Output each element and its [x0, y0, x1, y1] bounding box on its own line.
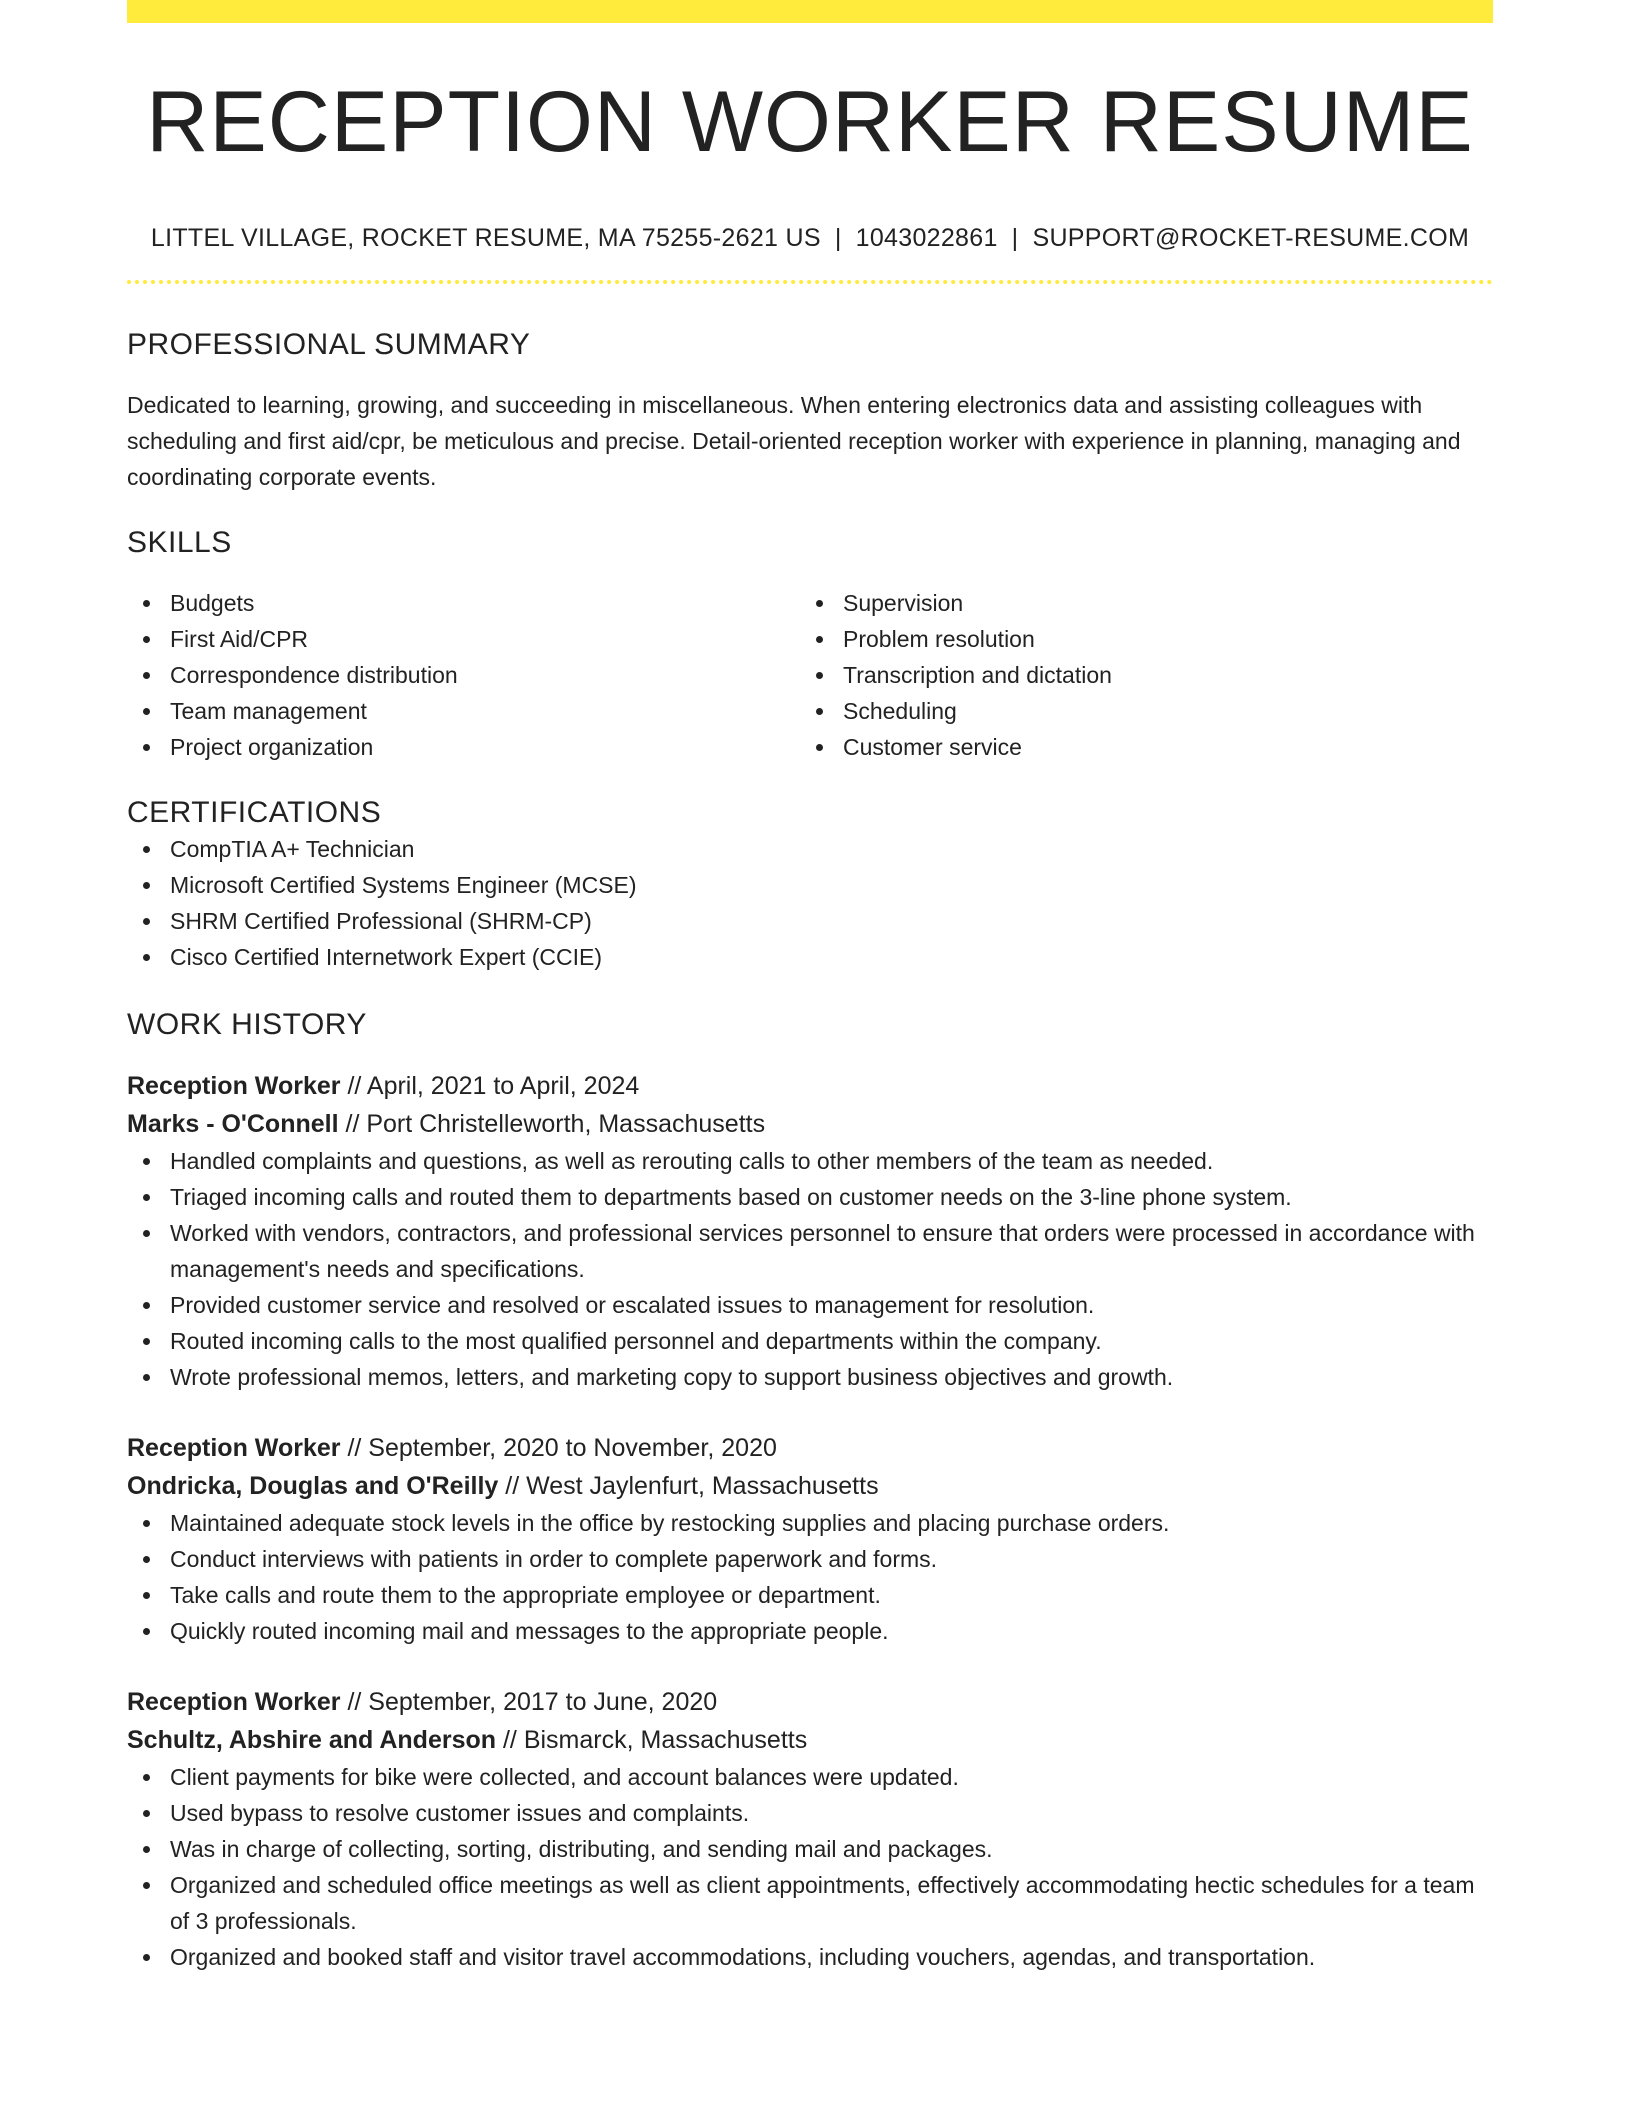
job-location: // Port Christelleworth, Massachusetts — [345, 1110, 766, 1138]
job-duty-text: Routed incoming calls to the most qualified personnel and departments within the company. — [170, 1328, 1102, 1354]
skill-item — [800, 657, 1473, 693]
bullet-icon — [143, 1954, 150, 1961]
job-duty-text: Was in charge of collecting, sorting, distributing, and sending mail and packages. — [170, 1836, 993, 1862]
job-duties-list — [127, 1143, 1493, 1395]
job-duty — [127, 1359, 1493, 1395]
bullet-icon — [816, 708, 823, 715]
summary-heading: PROFESSIONAL SUMMARY — [127, 328, 531, 361]
job-dates: // September, 2017 to June, 2020 — [347, 1688, 718, 1716]
skill-label: Team management — [170, 698, 367, 724]
bullet-icon — [143, 636, 150, 643]
contact-address: LITTEL VILLAGE, ROCKET RESUME, MA 75255-2621 US — [150, 224, 821, 252]
work-history-heading: WORK HISTORY — [127, 1008, 367, 1041]
skill-label: Correspondence distribution — [170, 662, 458, 688]
certification-label: SHRM Certified Professional (SHRM-CP) — [170, 908, 592, 934]
job-title-line — [127, 1683, 1493, 1721]
bullet-icon — [143, 1338, 150, 1345]
job-duty — [127, 1577, 1493, 1613]
bullet-icon — [816, 672, 823, 679]
job-duties-list — [127, 1759, 1493, 1975]
skill-item — [127, 585, 800, 621]
job-title: Reception Worker — [127, 1434, 341, 1462]
job-duty — [127, 1541, 1493, 1577]
job-duty — [127, 1831, 1493, 1867]
bullet-icon — [143, 1230, 150, 1237]
skill-item — [800, 693, 1473, 729]
skills-column-left — [127, 585, 800, 765]
job-duty-text: Organized and scheduled office meetings as well as client appointments, effectively accommodating hectic schedules for a team of 3 professionals. — [170, 1872, 1475, 1934]
bullet-icon — [143, 918, 150, 925]
job-duty — [127, 1613, 1493, 1649]
skill-label: Scheduling — [843, 698, 957, 724]
contact-email[interactable]: SUPPORT@ROCKET-RESUME.COM — [1032, 224, 1470, 252]
bullet-icon — [143, 1774, 150, 1781]
skill-label: Project organization — [170, 734, 374, 760]
skills-column-right — [800, 585, 1473, 765]
job-duty — [127, 1215, 1493, 1287]
bullet-icon — [143, 1556, 150, 1563]
bullet-icon — [143, 1520, 150, 1527]
job-duty-text: Maintained adequate stock levels in the office by restocking supplies and placing purchase orders. — [170, 1510, 1170, 1536]
bullet-icon — [143, 1628, 150, 1635]
job-duty-text: Organized and booked staff and visitor travel accommodations, including vouchers, agendas, and transportation. — [170, 1944, 1316, 1970]
certification-item — [127, 867, 1493, 903]
job-company: Marks - O'Connell — [127, 1110, 339, 1138]
bullet-icon — [143, 1846, 150, 1853]
job-duty-text: Provided customer service and resolved or escalated issues to management for resolution. — [170, 1292, 1095, 1318]
job-title-line — [127, 1429, 1493, 1467]
contact-phone[interactable]: 1043022861 — [855, 224, 998, 252]
job-title-line — [127, 1067, 1493, 1105]
job-entry — [127, 1429, 1493, 1649]
skill-item — [127, 621, 800, 657]
bullet-icon — [143, 1302, 150, 1309]
job-duty — [127, 1143, 1493, 1179]
contact-line — [127, 223, 1493, 253]
accent-bar — [127, 0, 1493, 23]
certification-item — [127, 831, 1493, 867]
job-duty-text: Wrote professional memos, letters, and marketing copy to support business objectives and growth. — [170, 1364, 1174, 1390]
skills-section — [127, 525, 1493, 765]
skill-label: Customer service — [843, 734, 1022, 760]
job-duty — [127, 1759, 1493, 1795]
contact-separator: | — [834, 224, 842, 252]
bullet-icon — [816, 600, 823, 607]
job-duty-text: Used bypass to resolve customer issues and complaints. — [170, 1800, 750, 1826]
job-duty-text: Quickly routed incoming mail and messages to the appropriate people. — [170, 1618, 889, 1644]
job-company-line — [127, 1721, 1493, 1759]
skill-item — [800, 729, 1473, 765]
bullet-icon — [816, 744, 823, 751]
skills-list-left — [127, 585, 800, 765]
certification-item — [127, 939, 1493, 975]
summary-text: Dedicated to learning, growing, and succeeding in miscellaneous. When entering electronics data and assisting colleagues with scheduling and first aid/cpr, be meticulous and precise. Detail-oriented reception worker with experience in planning, managing and coordinating corporate events. — [127, 392, 1461, 490]
job-duty — [127, 1323, 1493, 1359]
work-history-section — [127, 1007, 1493, 1975]
certifications-heading: CERTIFICATIONS — [127, 796, 382, 829]
bullet-icon — [816, 636, 823, 643]
job-dates: // April, 2021 to April, 2024 — [347, 1072, 640, 1100]
bullet-icon — [143, 1194, 150, 1201]
job-entry — [127, 1067, 1493, 1395]
skill-label: Budgets — [170, 590, 255, 616]
resume-title: RECEPTION WORKER RESUME — [146, 74, 1474, 170]
skill-item — [127, 693, 800, 729]
certification-label: Microsoft Certified Systems Engineer (MCSE) — [170, 872, 637, 898]
job-duty-text: Client payments for bike were collected, and account balances were updated. — [170, 1764, 959, 1790]
job-location: // Bismarck, Massachusetts — [502, 1726, 808, 1754]
bullet-icon — [143, 1810, 150, 1817]
bullet-icon — [143, 600, 150, 607]
bullet-icon — [143, 708, 150, 715]
skill-label: Problem resolution — [843, 626, 1035, 652]
skill-label: Transcription and dictation — [843, 662, 1112, 688]
job-duty — [127, 1179, 1493, 1215]
job-duty-text: Take calls and route them to the appropriate employee or department. — [170, 1582, 881, 1608]
job-title: Reception Worker — [127, 1072, 341, 1100]
skill-item — [800, 621, 1473, 657]
certification-label: Cisco Certified Internetwork Expert (CCIE) — [170, 944, 603, 970]
skill-item — [127, 657, 800, 693]
bullet-icon — [143, 1158, 150, 1165]
job-duty-text: Triaged incoming calls and routed them to departments based on customer needs on the 3-line phone system. — [170, 1184, 1292, 1210]
job-duty — [127, 1939, 1493, 1975]
job-duty — [127, 1867, 1493, 1939]
bullet-icon — [143, 672, 150, 679]
summary-section — [127, 327, 1493, 495]
job-company: Ondricka, Douglas and O'Reilly — [127, 1472, 499, 1500]
bullet-icon — [143, 1592, 150, 1599]
bullet-icon — [143, 954, 150, 961]
resume-page — [127, 0, 1493, 1975]
job-company-line — [127, 1467, 1493, 1505]
job-duties-list — [127, 1505, 1493, 1649]
job-company-line — [127, 1105, 1493, 1143]
bullet-icon — [143, 846, 150, 853]
job-duty-text: Worked with vendors, contractors, and professional services personnel to ensure that orders were processed in accordance with management's needs and specifications. — [170, 1220, 1475, 1282]
skills-grid — [127, 585, 1493, 765]
skill-item — [800, 585, 1473, 621]
job-entry — [127, 1683, 1493, 1975]
certification-item — [127, 903, 1493, 939]
job-duty — [127, 1287, 1493, 1323]
bullet-icon — [143, 882, 150, 889]
job-title: Reception Worker — [127, 1688, 341, 1716]
certification-label: CompTIA A+ Technician — [170, 836, 415, 862]
bullet-icon — [143, 1374, 150, 1381]
job-dates: // September, 2020 to November, 2020 — [347, 1434, 777, 1462]
job-duty — [127, 1505, 1493, 1541]
job-location: // West Jaylenfurt, Massachusetts — [505, 1472, 879, 1500]
certifications-section — [127, 795, 1493, 975]
bullet-icon — [143, 744, 150, 751]
certifications-list — [127, 831, 1493, 975]
job-duty-text: Conduct interviews with patients in order to complete paperwork and forms. — [170, 1546, 938, 1572]
skills-heading: SKILLS — [127, 526, 232, 559]
skill-label: First Aid/CPR — [170, 626, 309, 652]
dotted-divider — [127, 280, 1493, 284]
job-company: Schultz, Abshire and Anderson — [127, 1726, 497, 1754]
job-duty-text: Handled complaints and questions, as well as rerouting calls to other members of the team as needed. — [170, 1148, 1214, 1174]
bullet-icon — [143, 1882, 150, 1889]
skills-list-right — [800, 585, 1473, 765]
job-duty — [127, 1795, 1493, 1831]
contact-separator: | — [1011, 224, 1019, 252]
skill-item — [127, 729, 800, 765]
skill-label: Supervision — [843, 590, 964, 616]
